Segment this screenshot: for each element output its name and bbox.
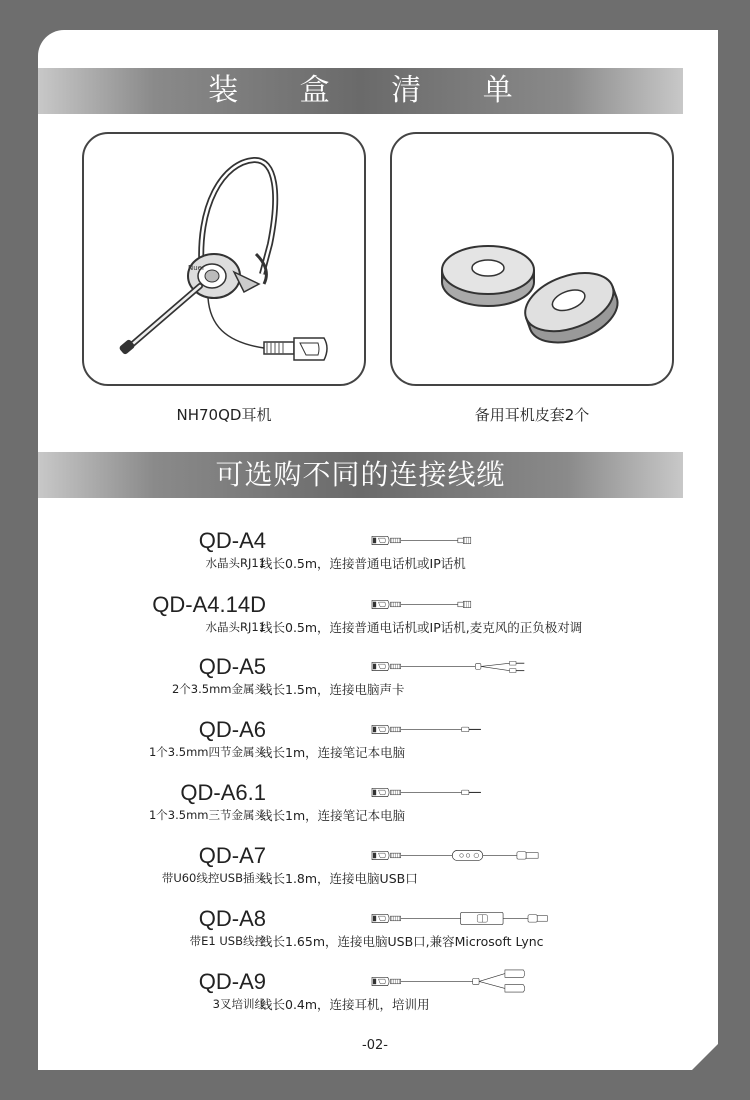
cable-connector-desc: 带U60线控USB插头	[161, 871, 266, 885]
cable-connector-desc: 3叉培训线	[212, 997, 266, 1011]
cable-row	[38, 592, 718, 652]
cable-model: QD-A4.14D	[152, 592, 266, 617]
page-number: -02-	[362, 1038, 388, 1053]
cable-model: QD-A4	[198, 528, 266, 553]
cable-row	[38, 654, 718, 714]
cable-connector-desc: 带E1 USB线控	[189, 934, 266, 948]
cable-connector-desc: 2个3.5mm金属头	[171, 682, 266, 696]
cable-model: QD-A6	[198, 717, 266, 742]
cable-model: QD-A7	[198, 843, 266, 868]
headset-caption: NH70QD耳机	[176, 406, 272, 424]
cable-row	[38, 780, 718, 840]
cable-row	[38, 717, 718, 777]
cable-illustration	[258, 969, 678, 993]
cable-spec: 线长0.5m，连接普通电话机或IP话机	[260, 556, 466, 571]
ear-cushions-image-box	[390, 132, 674, 386]
cable-spec: 线长1.8m，连接电脑USB口	[260, 871, 418, 886]
cable-illustration	[258, 843, 678, 867]
cable-connector-desc: 水晶头RJ11	[205, 556, 266, 570]
cable-illustration	[258, 592, 678, 616]
ear-cushions-illustration	[392, 134, 672, 384]
cable-connector-desc: 水晶头RJ11	[205, 620, 266, 634]
cable-spec: 线长1.5m，连接电脑声卡	[260, 682, 405, 697]
cable-model: QD-A5	[198, 654, 266, 679]
cable-connector-desc: 1个3.5mm三节金属头	[148, 808, 266, 822]
cable-model: QD-A9	[198, 969, 266, 994]
cable-model: QD-A8	[198, 906, 266, 931]
cable-row	[38, 906, 718, 966]
cable-spec: 线长1m，连接笔记本电脑	[260, 745, 406, 760]
cable-illustration	[258, 906, 678, 930]
cable-illustration	[258, 780, 678, 804]
section-banner-optional-cables: 可选购不同的连接线缆	[38, 452, 683, 498]
cable-spec: 线长0.4m，连接耳机，培训用	[260, 997, 430, 1012]
cable-row	[38, 969, 718, 1029]
cable-row	[38, 528, 718, 588]
cable-row	[38, 843, 718, 903]
cable-illustration	[258, 528, 678, 552]
headset-brand-text: Nuer	[188, 264, 205, 272]
cable-spec: 线长1.65m，连接电脑USB口,兼容Microsoft Lync	[260, 934, 544, 949]
headset-image-box	[82, 132, 366, 386]
cable-model: QD-A6.1	[180, 780, 266, 805]
cable-spec: 线长0.5m，连接普通电话机或IP话机,麦克风的正负极对调	[260, 620, 583, 635]
cable-illustration	[258, 717, 678, 741]
ear-cushions-caption: 备用耳机皮套2个	[474, 406, 590, 424]
headset-illustration	[84, 134, 364, 384]
cable-spec: 线长1m，连接笔记本电脑	[260, 808, 406, 823]
section-banner-package-list: 装 盒 清 单	[38, 68, 683, 114]
cable-illustration	[258, 654, 678, 678]
cable-connector-desc: 1个3.5mm四节金属头	[148, 745, 266, 759]
